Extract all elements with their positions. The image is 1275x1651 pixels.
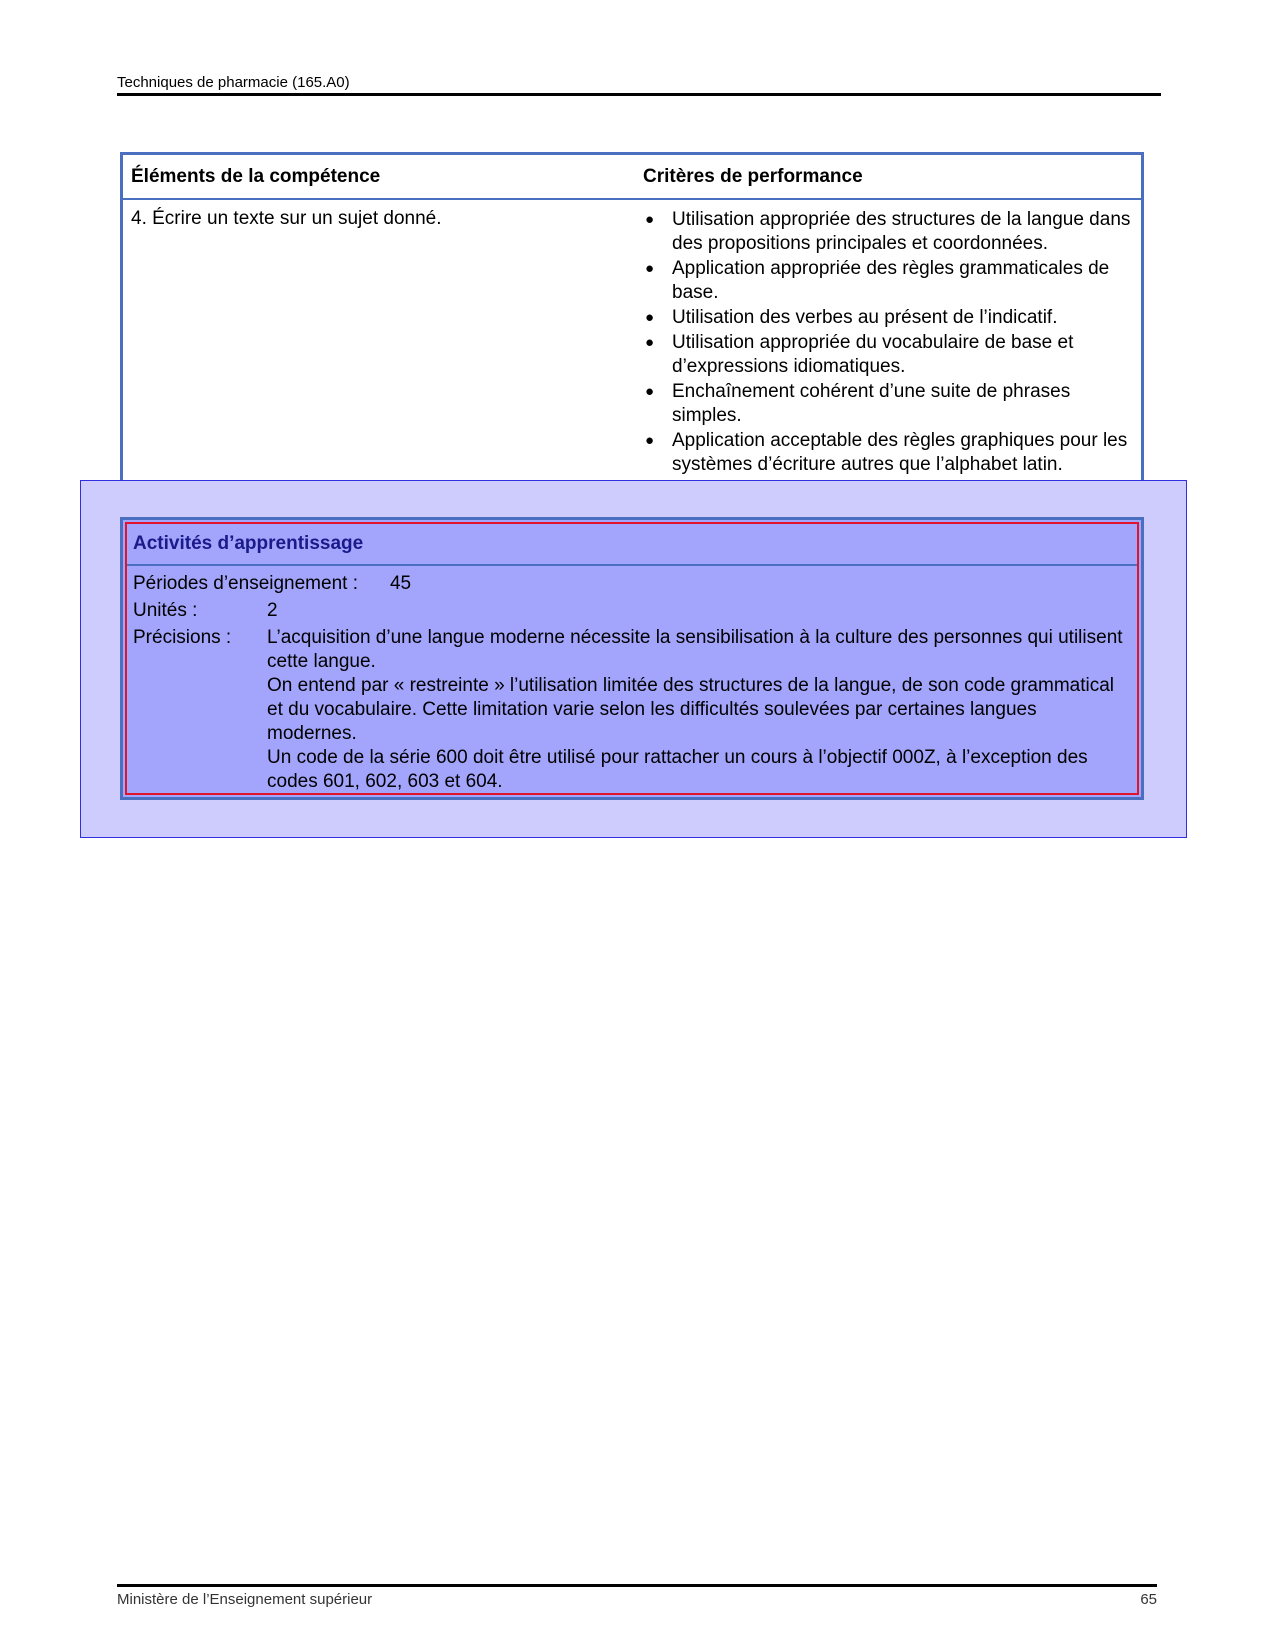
activities-title: Activités d’apprentissage (127, 524, 1137, 566)
bullet-icon: ● (645, 211, 655, 228)
precision-paragraph: L’acquisition d’une langue moderne nécessite la sensibilisation à la culture des personnes qui utilisent cette langue. (267, 627, 1123, 672)
column-header-elements: Éléments de la compétence (131, 165, 381, 187)
criteria-list (643, 208, 1133, 477)
criteria-text: Application appropriée des règles grammaticales de base. (672, 258, 1110, 303)
bullet-icon: ● (645, 309, 655, 326)
activities-table (120, 517, 1144, 800)
periods-row (127, 572, 1137, 596)
criteria-text: Application acceptable des règles graphiques pour les systèmes d’écriture autres que l’alphabet latin. (672, 430, 1128, 475)
bullet-icon: ● (645, 432, 655, 449)
competence-table-body (123, 200, 1141, 482)
precisions-text (267, 626, 1137, 794)
bullet-icon: ● (645, 334, 655, 351)
units-label: Unités : (133, 600, 198, 621)
criteria-item (643, 380, 1133, 428)
activities-rows (127, 566, 1137, 794)
criteria-item (643, 257, 1133, 305)
criteria-text: Utilisation appropriée des structures de la langue dans des propositions principales et coordonnées. (672, 209, 1131, 254)
page-header (117, 74, 1161, 96)
criteria-text: Utilisation appropriée du vocabulaire de base et d’expressions idiomatiques. (672, 332, 1074, 377)
competence-element: 4. Écrire un texte sur un sujet donné. (131, 208, 442, 229)
activities-inner-frame (125, 522, 1139, 795)
periods-value: 45 (389, 573, 412, 594)
precisions-label: Précisions : (133, 627, 232, 648)
units-row (127, 599, 1137, 623)
competence-table (120, 152, 1144, 485)
document-title: Techniques de pharmacie (165.A0) (117, 74, 350, 91)
units-value: 2 (267, 600, 278, 621)
page-number: 65 (1140, 1591, 1157, 1608)
bullet-icon: ● (645, 260, 655, 277)
precisions-row (127, 626, 1137, 794)
criteria-item (643, 306, 1133, 330)
page-footer (117, 1584, 1157, 1608)
periods-label: Périodes d’enseignement : (133, 573, 358, 594)
criteria-text: Utilisation des verbes au présent de l’indicatif. (672, 307, 1058, 328)
column-header-criteria: Critères de performance (643, 165, 863, 187)
criteria-text: Enchaînement cohérent d’une suite de phrases simples. (672, 381, 1071, 426)
criteria-item (643, 429, 1133, 477)
criteria-item (643, 331, 1133, 379)
criteria-column (643, 208, 1141, 478)
bullet-icon: ● (645, 383, 655, 400)
precision-paragraph: Un code de la série 600 doit être utilisé pour rattacher un cours à l’objectif 000Z, à l’exception des codes 601, 602, 603 et 604. (267, 747, 1088, 792)
competence-table-header (123, 155, 1141, 200)
criteria-item (643, 208, 1133, 256)
precision-paragraph: On entend par « restreinte » l’utilisation limitée des structures de la langue, de son code grammatical et du vocabulaire. Cette limitation varie selon les difficultés soulevées par certaines langues modernes. (267, 675, 1115, 744)
footer-ministry: Ministère de l’Enseignement supérieur (117, 1591, 373, 1608)
